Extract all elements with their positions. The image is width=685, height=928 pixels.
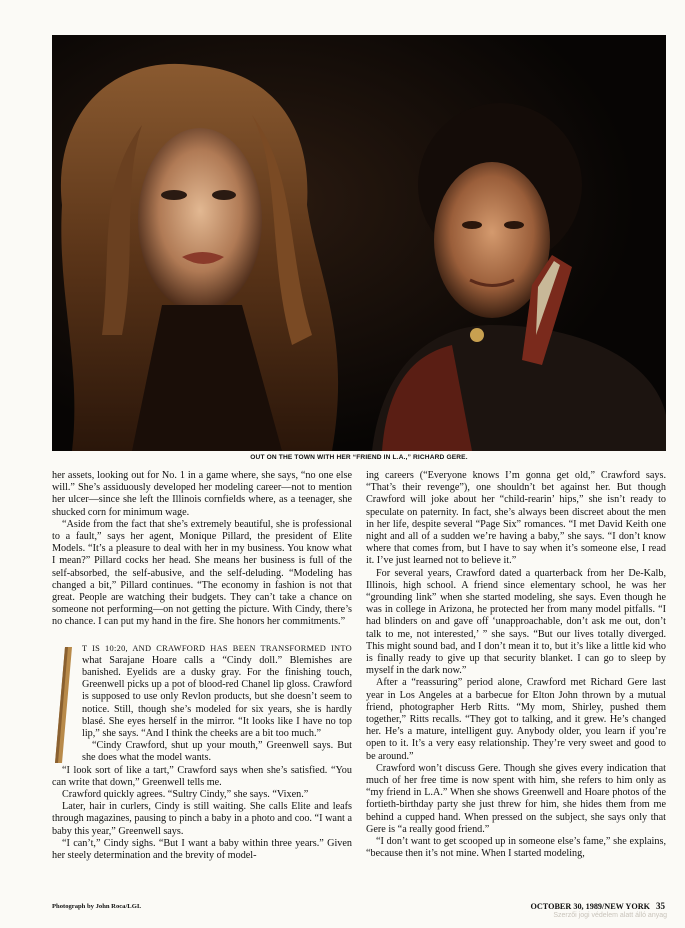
photo-credit: Photograph by John Roca/LGI. bbox=[52, 903, 142, 910]
paragraph: Later, hair in curlers, Cindy is still waiting. She calls Elite and leafs through magazines, pausing to pinch a baby in a photo and coo. “I want a baby this year,” Greenwell says. bbox=[52, 801, 352, 837]
paragraph: Crawford quickly agrees. “Sultry Cindy,” she says. “Vixen.” bbox=[62, 789, 309, 801]
drop-cap-letter bbox=[52, 645, 74, 765]
paragraph: For several years, Crawford dated a quarterback from her De-Kalb, Illinois, high school. A friend since elementary school, he was her “grounding link” when she started modeling, she says. Even though he was in college in Arizona, he protected her from many model pitfalls. “I had blinders on and gave off ‘unapproachable, don’t ask me out, don’t talk to me, not interested,’ ” she says. “But our lives totally diverged. This might sound bad, and I don’t mean it to, but it’s like a little kid who is finally ready to give up that security blanket. I can go to sleep by myself in the dark now.” bbox=[366, 567, 666, 677]
paragraph: “I look sort of like a tart,” Crawford says when she’s satisfied. “You can write that down,” Greenwell tells me. bbox=[52, 764, 352, 788]
folio bbox=[531, 901, 666, 911]
right-column bbox=[366, 470, 666, 861]
watermark: Szerzői jogi védelem alatt álló anyag bbox=[553, 912, 667, 919]
issue-date: OCTOBER 30, 1989/NEW YORK bbox=[530, 902, 650, 911]
photo-illustration bbox=[52, 35, 666, 451]
photo-caption: OUT ON THE TOWN WITH HER “FRIEND IN L.A.,” RICHARD GERE. bbox=[250, 454, 468, 461]
paragraph: Crawford won’t discuss Gere. Though she gives every indication that much of her free time is now spent with him, she refers to him only as “my friend in L.A.” When she shows Greenwell and Hoare photos of the fortieth-birthday party she just threw for him, she hides them from me behind a cupped hand. When pressed on the subject, she says only that Gere is “a really good friend.” bbox=[366, 762, 666, 835]
paragraph bbox=[52, 643, 352, 741]
paragraph: ing careers (“Everyone knows I’m gonna get old,” Crawford says. “That’s their revenge”), one shouldn’t bet against her. But though Crawford will joke about her “child-rearin’ hips,” she isn’t ready to speculate on paternity. In fact, she’s always been discreet about the men in her life, despite several “Page Six” romances. “I met David Keith one night and all of a sudden we’re having a baby,” she says. “I don’t know where that comes from, but I have to say when it’s someone else, I read it. I’ve just learned not to believe it.” bbox=[366, 470, 666, 567]
drop-cap-section bbox=[52, 643, 352, 765]
left-column bbox=[52, 470, 352, 890]
paragraph: “Aside from the fact that she’s extremely beautiful, she is professional to a fault,” says her agent, Monique Pillard, the president of Elite Models. “It’s a pleasure to deal with her in my business. You know what I mean?” Pillard cocks her head. She means her business is full of the self-absorbed, the self-abusive, and the self-deluding. “Modeling has changed a bit,” Pillard continues. “The economy in fashion is not that great. People are watching their budgets. They can’t take a chance on someone not performing—on not getting the picture. With Cindy, there’s no chance. I can put my hand in the fire. She honors her commitments.” bbox=[52, 518, 352, 628]
drop-cap-lead: T IS 10:20, AND CRAWFORD HAS BEEN TRANSFORMED INTO bbox=[82, 643, 352, 653]
paragraph: “I can’t,” Cindy sighs. “But I want a baby within three years.” Given her steely determination and the brevity of model- bbox=[52, 837, 352, 862]
paragraph: After a “reassuring” period alone, Crawford met Richard Gere last year in Los Angeles at a barbecue for Elton John thrown by a mutual friend, photographer Herb Ritts. “My mom, Shirley, pushed them together,” Ritts recalls. “They got to talking, and it grew. He’s changed her. He’s a mature, intelligent guy. Anybody older, you learn if you’re open to it. It’s a very easy relationship. They’re very sweet and good to be around.” bbox=[366, 677, 666, 762]
paragraph: “Cindy Crawford, shut up your mouth,” Greenwell says. But she does what the model wants. bbox=[82, 740, 352, 764]
paragraph: her assets, looking out for No. 1 in a game where, she says, “no one else will.” She’s assiduously developed her modeling career—not to mention her ulcer—since she left the Illinois cornfields where, as a teenager, she shucked corn for minimum wage. bbox=[52, 470, 352, 518]
page-number: 35 bbox=[656, 901, 665, 911]
paragraph-text: what Sarajane Hoare calls a “Cindy doll.” Blemishes are banished. Eyelids are a dusky gray. For the finishing touch, Greenwell picks up a pot of blood-red Chanel lip gloss. Crawford is supposed to use only Revlon products, but she doesn’t seem to notice. Still, though she’s modeled for six years, she is hardly blasé. She eyes herself in the mirror. “It looks like I have no top lip,” she says. “And I think the cheeks are a bit too much.” bbox=[82, 654, 352, 740]
photo bbox=[52, 35, 666, 451]
paragraph: “I don’t want to get scooped up in someone else’s fame,” she explains, “because then it’s not mine. When I started modeling, bbox=[366, 836, 666, 860]
